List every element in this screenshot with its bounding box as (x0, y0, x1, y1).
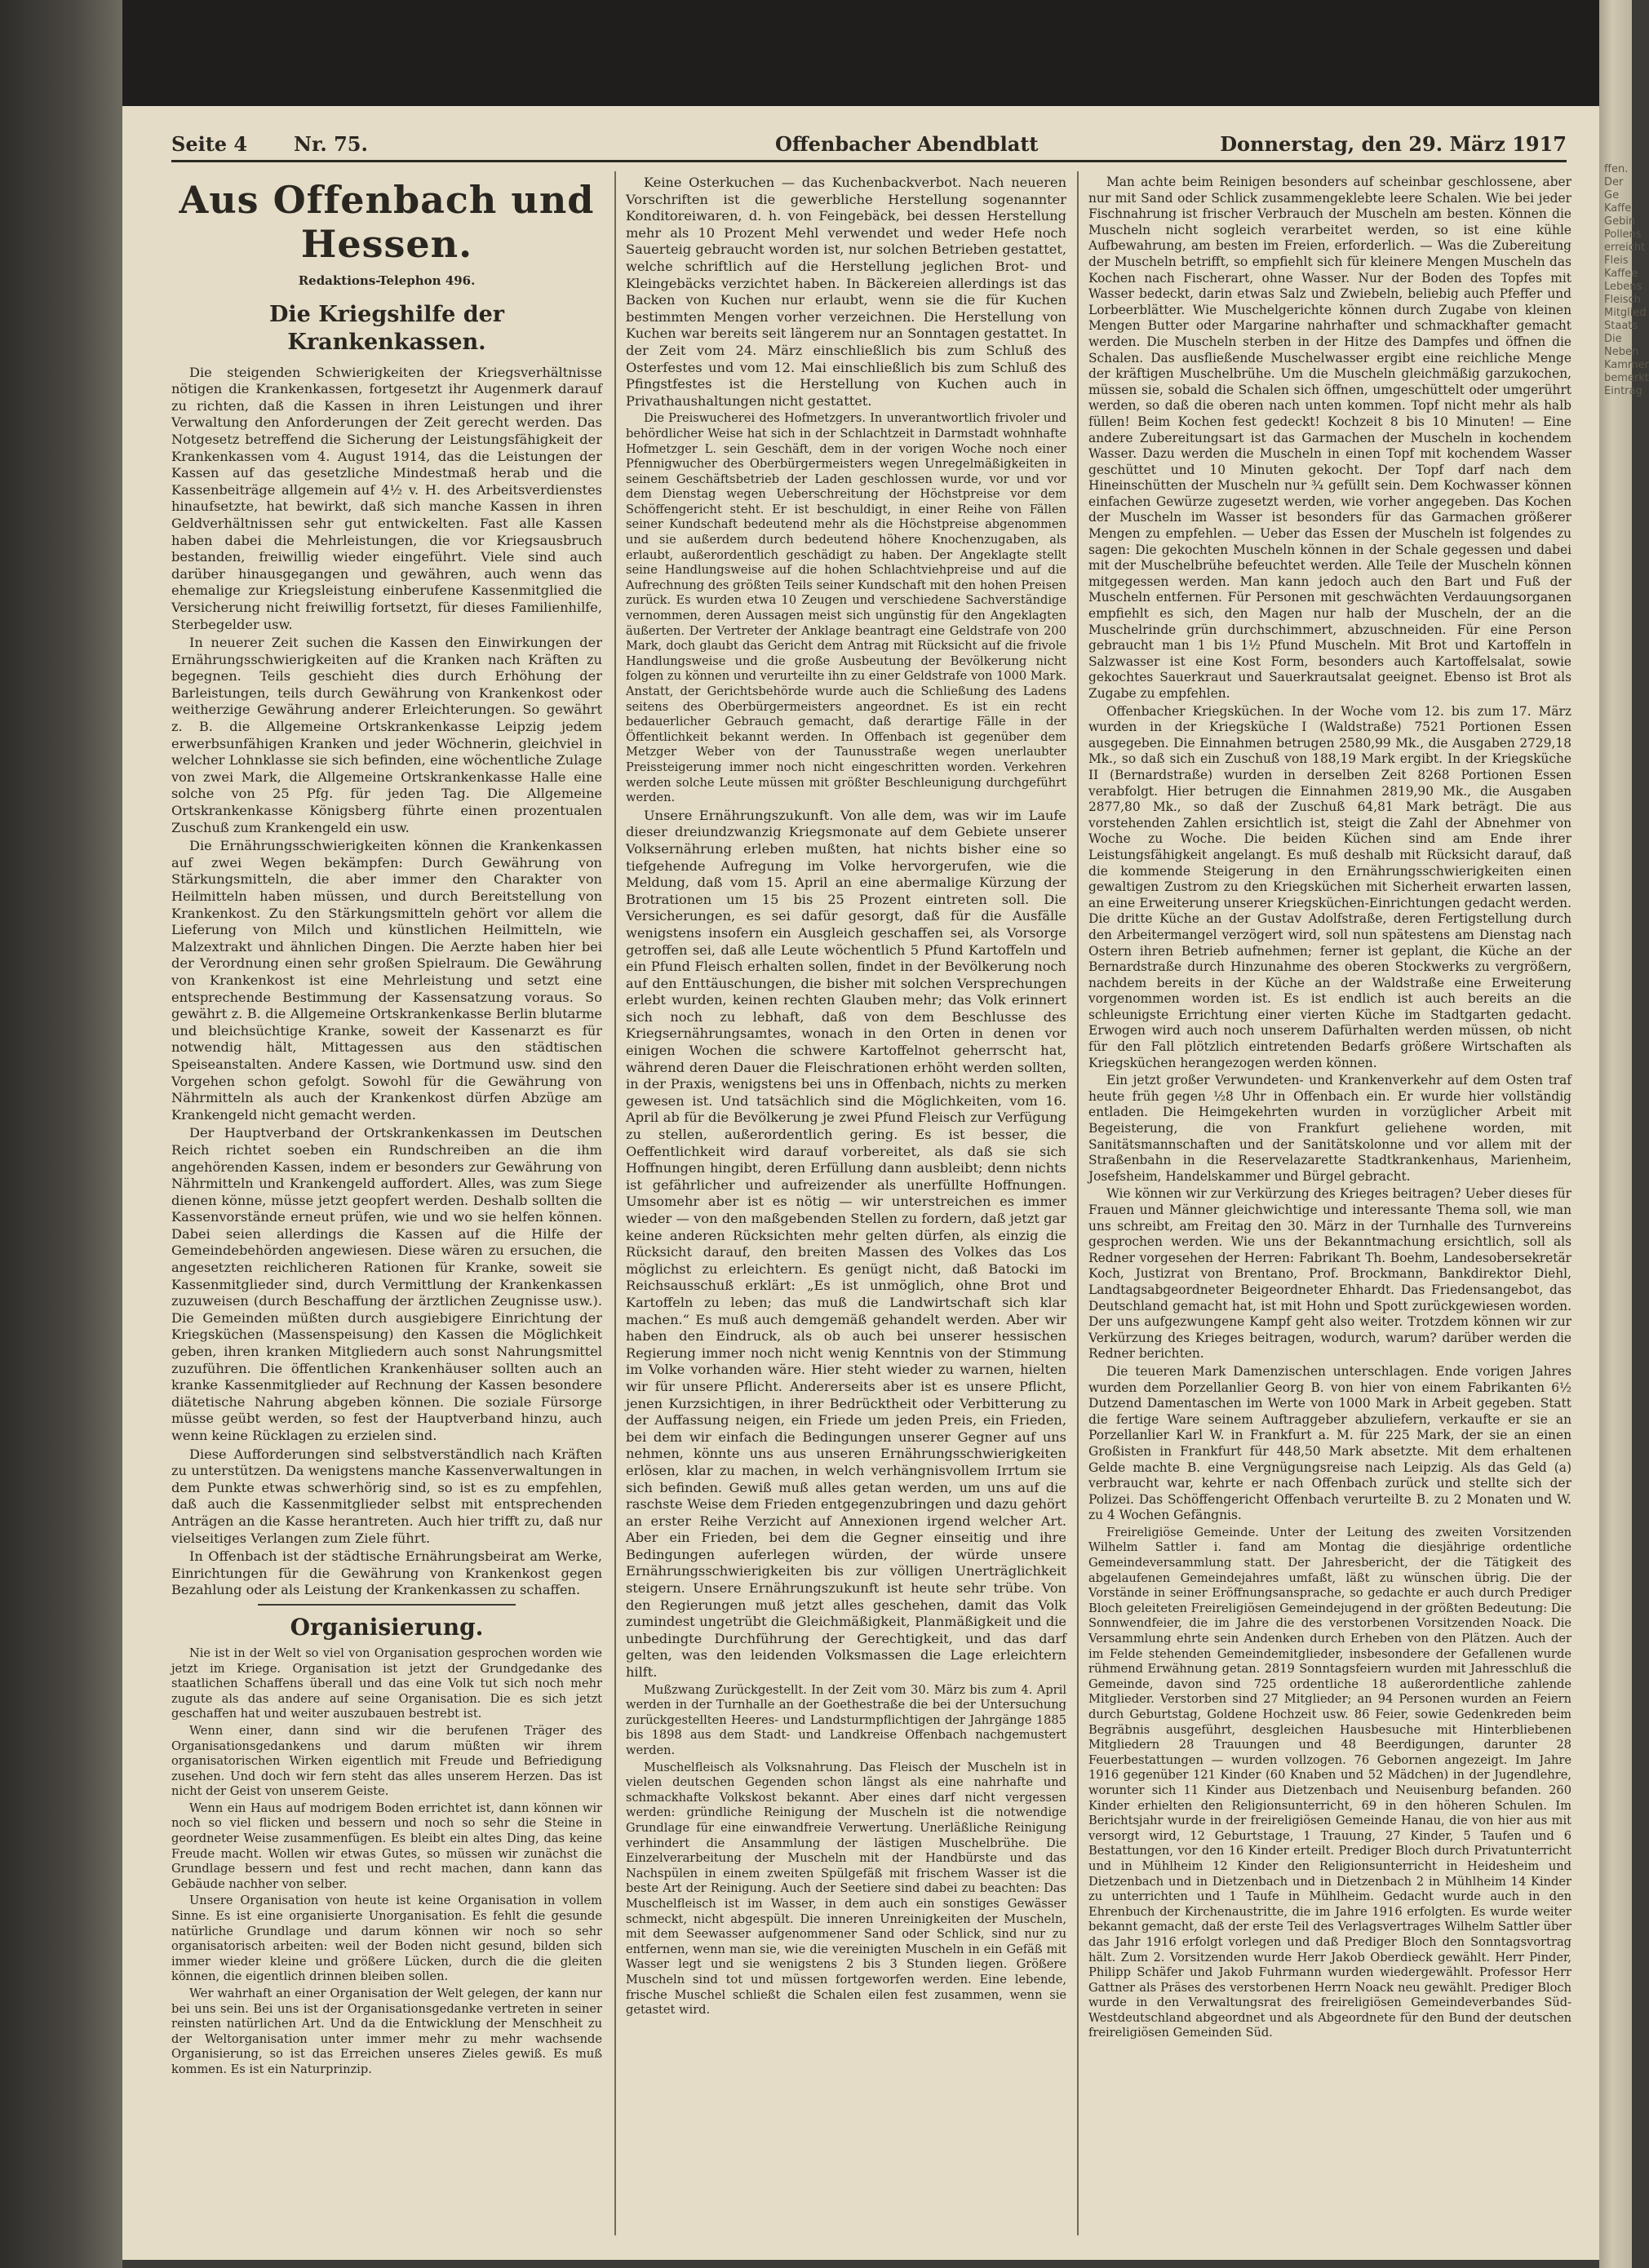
article-paragraph: Die teueren Mark Damenzischen unterschlagen. Ende vorigen Jahres wurden dem Porzellanlier Georg B. von hier von einem Fabrikanten 6½ Dutzend Damentaschen im Werte von 1000 Mark in Arbeit gegeben. Statt die fertige Ware seinem Auftraggeber abzuliefern, verkaufte er sie an Porzellanlier Karl W. in Frankfurt a. M. für 225 Mark, der sie an einen Großisten in Frankfurt für 448,50 Mark absetzte. Mit dem erhaltenen Gelde machte B. eine Vergnügungsreise nach Leipzig. Als das Geld (a) verbraucht war, kehrte er nach Offenbach zurück und stellte sich der Polizei. Das Schöffengericht Offenbach verurteilte B. zu 2 Monaten und W. zu 4 Wochen Gefängnis. (1088, 1363, 1571, 1523)
article-paragraph: Die steigenden Schwierigkeiten der Kriegsverhältnisse nötigen die Krankenkassen, fortgesetzt ihr Augenmerk darauf zu richten, daß die Kassen in ihren Leistungen und ihrer Verwaltung den Anforderungen der Zeit gerecht werden. Das Notgesetz betreffend die Sicherung der Leistungsfähigkeit der Krankenkassen vom 4. August 1914, das die Leistungen der Kassen auf das gesetzliche Mindestmaß herab und die Kassenbeiträge allgemein auf 4½ v. H. des Arbeitsverdienstes hinaufsetzte, hat bewirkt, daß sich manche Kassen in ihren Geldverhältnissen sehr gut entwickelten. Fast alle Kassen haben dabei die Mehrleistungen, die vor Kriegsausbruch bestanden, freiwillig wieder eingeführt. Viele sind auch darüber hinausgegangen und gewähren, auch wenn das ehemalige zur Kriegsleistung einberufene Kassenmitglied die Versicherung nicht freiwillig fortsetzt, für dieses Familienhilfe, Sterbegelder usw. (171, 364, 602, 632)
divider (258, 1604, 516, 1606)
column-rule (614, 171, 616, 2235)
article-paragraph: Wer wahrhaft an einer Organisation der Welt gelegen, der kann nur bei uns sein. Bei uns ist der Organisationsgedanke vertreten in seiner reinsten natürlichen Art. Und da die Entwicklung der Menschheit zu der Weltorganisation unter immer mehr zu mehr wachsende Organisierung, so ist das Erreichen unseres Zieles gewiß. Es muß kommen. Es ist ein Naturprinzip. (171, 1987, 602, 2076)
article-paragraph: Der Hauptverband der Ortskrankenkassen im Deutschen Reich richtet soeben ein Rundschreiben an die ihm angehörenden Kassen, indem er besonders zur Gewährung von Nährmitteln und Krankengeld auffordert. Alles, was zum Siege dienen könne, müsse jetzt geopfert werden. Deshalb sollten die Kassenvorstände erneut prüfen, wie und wo sie helfen können. Dabei seien allerdings die Kassen auf die Hilfe der Gemeindebehörden angewiesen. Diese wären zu ersuchen, die angesetzten reichlicheren Rationen für Kranke, soweit sie Kassenmitglieder sind, durch Vermittlung der Krankenkassen zuzuweisen (durch Beschaffung der ärztlichen Zeugnisse usw.). Die Gemeinden müßten durch ausgiebigere Einrichtung der Kriegsküchen (Massenspeisung) den Kassen die Möglichkeit geben, ihren kranken Mitgliedern auch sonst Nahrungsmittel zuzuführen. Die öffentlichen Krankenhäuser sollten auch an kranke Kassenmitglieder auf Rechnung der Kassen besondere diätetische Nahrung abgeben können. Die soziale Fürsorge müsse geübt werden, so fest der Hauptverband hinzu, auch wenn keine Rücklagen zu erzielen sind. (171, 1125, 602, 1443)
article-paragraph: Nie ist in der Welt so viel von Organisation gesprochen worden wie jetzt im Kriege. Organisation ist jetzt der Grundgedanke des staatlichen Schaffens überall und das eine Volk tut sich noch mehr zugute als das andere auf seine Organisation. Die es sich jetzt geschaffen hat und weiter auszubauen bestrebt ist. (171, 1646, 602, 1721)
article-paragraph: Muschelfleisch als Volksnahrung. Das Fleisch der Muscheln ist in vielen deutschen Gegenden schon längst als eine nahrhafte und schmackhafte Volkskost bekannt. Aber eines darf nicht vergessen werden: gründliche Reinigung der Muscheln ist die notwendige Grundlage für eine einwandfreie Verwertung. Unerläßliche Reinigung verhindert die Ansammlung der lästigen Muschelbrühe. Die Einzelverarbeitung der Muscheln mit der Handbürste und das Nachspülen in einem zweiten Spülgefäß mit frischem Wasser ist die beste Art der Reinigung. Auch der Seetiere sind dabei zu beachten: Das Muschelfleisch ist im Wasser, in dem auch ein sonstiges Gewässer schmeckt, nicht abgespült. Die inneren Unreinigkeiten der Muscheln, mit dem Seewasser aufgenommener Sand oder Schlick, sind nur zu entfernen, wenn man sie, wie die vereinigten Muscheln in ein Gefäß mit Wasser legt und sie wenigstens 2 bis 3 Stunden liegen. Größere Muscheln sind tot und müssen fortgeworfen werden. Eine lebende, frische Muschel schließt die Schalen eilen fest zusammen, wenn sie getastet wird. (626, 1760, 1066, 2018)
column-2 (626, 175, 1066, 2020)
scan-background (122, 0, 1632, 106)
article-paragraph: Ein jetzt großer Verwundeten- und Krankenverkehr auf dem Osten traf heute früh gegen ½8 Uhr in Offenbach ein. Er wurde hier vollständig entladen. Die Heimgekehrten wurden in vorzüglicher Arbeit mit Begeisterung, die von Frankfurt geliehene worden, mit Sanitätsmannschaften und der Sanitätskolonne und vor allem mit der Straßenbahn in die Reservelazarette Stadtkrankenhaus, Marienheim, Josefsheim, Handelskammer und Bürgel gebracht. (1088, 1073, 1571, 1184)
article-paragraph: Wenn ein Haus auf modrigem Boden errichtet ist, dann können wir noch so viel flicken und bessern und noch so sehr die Steine in geordneter Weise zusammenfügen. Es bleibt ein altes Ding, das keine Freude macht. Wollen wir etwas Gutes, so müssen wir zunächst die Grundlage bessern und fest und recht machen, dann kann das Gebäude nachher von selber. (171, 1801, 602, 1891)
column-1 (171, 175, 602, 2080)
article-paragraph: Wenn einer, dann sind wir die berufenen Träger des Organisationsgedankens und darum müßten wir ihrem organisatorischen Wirken eigentlich mit Freude und Befriedigung zusehen. Und doch wir fern steht das alles unserem Herzen. Das ist nicht der Geist von unserem Geiste. (171, 1723, 602, 1799)
article-paragraph: Unsere Ernährungszukunft. Von alle dem, was wir im Laufe dieser dreiundzwanzig Kriegsmonate auf dem Gebiete unserer Volksernährung erleben mußten, hat nichts bisher eine so tiefgehende Aufregung im Volke hervorgerufen, wie die Meldung, daß vom 15. April an eine abermalige Kürzung der Brotrationen um 15 bis 25 Prozent eintreten soll. Die Versicherungen, es sei dafür gesorgt, daß für die Ausfälle wenigstens insofern ein Ausgleich geschaffen sei, als Vorsorge getroffen sei, daß alle Leute wöchentlich 5 Pfund Kartoffeln und ein Pfund Fleisch erhalten sollen, findet in der Bevölkerung noch auf den Enttäuschungen, die bisher mit solchen Versprechungen erlebt wurden, keinen rechten Glauben mehr; das Volk erinnert sich noch zu lebhaft, daß von dem Beschlusse des Kriegsernährungsamtes, wonach in den Orten in denen vor einigen Wochen die schwere Kartoffelnot geherrscht hat, während deren Dauer die Fleischrationen erhöht werden sollten, in der Praxis, wenigstens bei uns in Offenbach, nichts zu merken gewesen ist. Und tatsächlich sind die Möglichkeiten, vom 16. April ab für die Bevölkerung je zwei Pfund Fleisch zur Verfügung zu stellen, außerordentlich gering. Es ist besser, die Oeffentlichkeit wird darauf vorbereitet, als daß sie sich Hoffnungen hingibt, deren Erfüllung dann ausbleibt; denn nichts ist gefährlicher und aufreizender als unerfüllte Hoffnungen. Umsomehr aber ist es nötig — wir unterstreichen es immer wieder — von den maßgebenden Stellen zu fordern, daß jetzt gar keine anderen Rücksichten mehr gelten dürfen, als einzig die Rücksicht darauf, den breiten Massen des Volkes das Los möglichst zu erleichtern. Es genügt nicht, daß Batocki im Reichsausschuß erklärt: „Es ist unmöglich, ohne Brot und Kartoffeln zu leben; das muß die Landwirtschaft sich klar machen.“ Es muß auch demgemäß gehandelt werden. Aber wir haben den Eindruck, als ob auch bei unserer hessischen Regierung immer noch nicht wenig Kenntnis von der Stimmung im Volke vorhanden wäre. Hier steht wieder zu warnen, hielten wir für unsere Pflicht. Andererseits aber ist es unsere Pflicht, jenen Kurzsichtigen, in ihrer Bedrücktheit oder Verbitterung zu der Auffassung neigen, ein Friede um jeden Preis, ein Frieden, bei dem wir einfach die Bedingungen unserer Gegner auf uns nehmen, könnte uns aus unseren Ernährungsschwierigkeiten erlösen, klar zu machen, in welch verhängnisvollem Irrtum sie sich befinden. Gewiß muß alles getan werden, um uns auf die raschste Weise dem Frieden entgegenzubringen und dazu gehört an erster Reihe Verzicht auf Annexionen irgend welcher Art. Aber ein Frieden, bei dem die Gegner einseitig und ihre Bedingungen auferlegen würden, der würde unsere Ernährungsschwierigkeiten bis zur völligen Unerträglichkeit steigern. Unsere Ernährungszukunft ist heute sehr trübe. Von den Regierungen muß jetzt alles geschehen, damit das Volk zumindest ungetrübt die Gleichmäßigkeit, Planmäßigkeit und die unbedingte Durchführung der Gerechtigkeit, und das darf gelten, was den leidenden Volksmassen die Lage erleichtern hilft. (626, 807, 1066, 1681)
editorial-phone: Redaktions-Telephon 496. (298, 273, 476, 288)
column-3 (1088, 175, 1571, 2043)
paper-title: Offenbacher Abendblatt (775, 132, 1039, 156)
next-page-text: ffen. Der Ge Kaffe Gebin Pollens erreicht Fleis Kaffee Lebens Fleisch Mitglied Staats Die Neben Kammer bemerkt Eintrag (1604, 163, 1649, 397)
column-rule (1077, 171, 1079, 2235)
article-paragraph: Diese Aufforderungen sind selbstverständlich nach Kräften zu unterstützen. Da wenigstens manche Kassenverwaltungen in dem Punkte etwas schwerhörig sind, so ist es zu empfehlen, daß auch die Kassenmitglieder selbst mit entsprechenden Anträgen an die Kasse herantreten. Auch hier trifft zu, daß nur vielseitiges Verlangen zum Ziele führt. (171, 1446, 602, 1546)
article-paragraph: Unsere Organisation von heute ist keine Organisation in vollem Sinne. Es ist eine organisierte Unorganisation. Es fehlt die gesunde natürliche Grundlage und darum können wir noch so sehr organisatorisch arbeiten: weil der Boden nicht gesund, bilden sich immer wieder kleine und größere Lücken, durch die die gleiten können, die eigentlich drinnen bleiben sollen. (171, 1894, 602, 1984)
article-paragraph: Die Ernährungsschwierigkeiten können die Krankenkassen auf zwei Wegen bekämpfen: Durch Gewährung von Stärkungsmitteln, die aber immer den Charakter von Heilmitteln haben müssen, und durch Bereitstellung von Krankenkost. Zu den Stärkungsmitteln gehört vor allem die Lieferung von Milch und künstlichen Heilmitteln, wie Malzextrakt und ähnlichen Dingen. Die Aerzte haben hier bei der Verordnung einen sehr großen Spielraum. Die Gewährung von Krankenkost ist eine Mehrleistung und setzt eine entsprechende Bestimmung der Kassensatzung voraus. So gewährt z. B. die Allgemeine Ortskrankenkasse Berlin blutarme und bleichsüchtige Kranke, soweit der Kassenarzt es für notwendig hält, Mittagessen aus den städtischen Speiseanstalten. Andere Kassen, wie Dortmund usw. sind den Vorgehen schon gefolgt. Sowohl für die Gewährung von Nährmitteln als auch der Krankenkost dürfen Abzüge am Krankengeld nicht gemacht werden. (171, 838, 602, 1123)
article-paragraph: In neuerer Zeit suchen die Kassen den Einwirkungen der Ernährungsschwierigkeiten auf die Kranken nach Kräften zu begegnen. Teils geschieht dies durch Erhöhung der Barleistungen, teils durch Gewährung von Krankenkost oder weitherzige Gewährung anderer Erleichterungen. So gewährt z. B. die Allgemeine Ortskrankenkasse Leipzig jedem erwerbsunfähigen Kranken und jeder Wöchnerin, gleichviel in welcher Lohnklasse sie sich befinden, eine wöchentliche Zulage von zwei Mark, die Allgemeine Ortskrankenkasse Halle eine solche von 25 Pfg. für jeden Tag. Die Allgemeine Ortskrankenkasse Königsberg führte einen prozentualen Zuschuß zum Krankengeld ein usw. (171, 635, 602, 835)
section-title: Aus Offenbach und Hessen. (179, 178, 595, 266)
next-page-edge (1599, 0, 1649, 2268)
article-paragraph: Freireligiöse Gemeinde. Unter der Leitung des zweiten Vorsitzenden Wilhelm Sattler i. fand am Montag die diesjährige ordentliche Gemeindeversammlung statt. Der Jahresbericht, der die Tätigkeit des abgelaufenen Gemeindejahres umfaßt, läßt zu wünschen übrig. Die der Vorstände in seiner Eröffnungsansprache, so gedachte er auch durch Prediger Bloch geleiteten Freireligiösen Gemeindejugend in der größten Bedeutung: Die Sonnwendfeier, die im Jahre die des verstorbenen Vorsitzenden Noack. Die Versammlung ehrte sein Andenken durch Erheben von den Plätzen. Auch der im Felde stehenden Gemeindemitglieder, insbesondere der Gefallenen wurde rühmend Erwähnung getan. 2819 Sonntagsfeiern wurden mit Jahresschluß die Gemeinde, davon sind 725 ordentliche 18 außerordentliche zahlende Mitglieder. Verstorben sind 27 Mitglieder; an 94 Personen wurden an Feiern durch Geburtstag, Goldene Hochzeit usw. 86 Feier, sowie Gedenkreden beim Begräbnis ausgeführt, desgleichen Hausbesuche mit Hinterbliebenen Mitgliedern 28 Trauungen und 48 Beerdigungen, darunter 28 Feuerbestattungen — wurden vollzogen. 76 Gebornen angezeigt. Im Jahre 1916 gegenüber 121 Kinder (60 Knaben und 52 Mädchen) in der Jugendlehre, worunter sich 11 Kinder aus Dietzenbach und Neuisenburg befanden. 260 Kinder erhielten den Religionsunterricht, 69 in den höheren Schulen. Im Berichtsjahr wurde in der freireligiösen Gemeinde Hanau, die von hier aus mit versorgt wird, 12 Geburtstage, 1 Trauung, 27 Kinder, 5 Taufen und 6 Bestattungen, vor den 16 Kinder erteilt. Prediger Bloch durch Privatunterricht und in Mühlheim 12 Kinder den Religionsunterricht in Heidesheim und Dietzenbach und in Dietzenbach und in Dietzenbach 2 in Mühlheim 14 Kinder zu unterrichten und 1 Taufe in Mühlheim. Gedacht wurde auch in den Ehrenbuch der Kirchenaustritte, die im Jahre 1916 erfolgten. Es wurde weiter bekannt gemacht, daß der erste Teil des Verlagsvertrages Wilhelm Sattler über das Jahr 1916 erfolgt vorlegen und daß Prediger Bloch den Sonntagsvortrag hält. Zum 2. Vorsitzenden wurde Herr Jakob Oberdieck gewählt. Herr Pinder, Philipp Schäfer und Jakob Fuhrmann wurden wiedergewählt. Professor Herr Gattner als Präses des verstorbenen Herrn Noack neu gewählt. Prediger Bloch wurde in den Verwaltungsrat des freireligiösen Gemeindeverbandes Süd-Westdeutschland abgeordnet und als Abgeordnete für den Bund der deutschen freireligiösen Gemeinden Süd. (1088, 1525, 1571, 2040)
issue-date: Donnerstag, den 29. März 1917 (1220, 132, 1567, 156)
article-paragraph: Man achte beim Reinigen besonders auf scheinbar geschlossene, aber nur mit Sand oder Schlick zusammengeklebte leere Schalen. Wie bei jeder Fischnahrung ist frischer Verbrauch der Muscheln am besten. Können die Muscheln nicht sogleich verarbeitet werden, so ist eine kühle Aufbewahrung, am besten im Freien, erforderlich. — Was die Zubereitung der Muscheln betrifft, so empfiehlt sich für kleinere Mengen Muscheln das Kochen nach Fischerart, ohne Wasser. Nur der Boden des Topfes mit Wasser bedeckt, darin etwas Salz und Zwiebeln, beliebig auch Pfeffer und Lorbeerblätter. Wie Muschelgerichte können durch Zugabe von kleinen Mengen Butter oder Margarine nahrhafter und schmackhafter gemacht werden. Die Muscheln sterben in der Hitze des Dampfes und öffnen die Schalen. Das ausfließende Muschelwasser ergibt eine reichliche Menge der kräftigen Muschelbrühe. Um die Muscheln gleichmäßig garzukochen, müssen sie, sobald die Schalen sich öffnen, umgeschüttelt oder umgerührt werden, so daß die oberen nach unten kommen. Topf nicht mehr als halb füllen! Beim Kochen fest gedeckt! Kochzeit 8 bis 10 Minuten! — Eine andere Zubereitungsart ist das Garmachen der Muscheln in kochendem Wasser. Dazu werden die Muscheln in einen Topf mit kochendem Wasser geschüttet und 10 Minuten gekocht. Der Topf darf nach dem Hineinschütten der Muscheln nur ¾ gefüllt sein. Dem Kochwasser können einfachen Gewürze zugesetzt werden, wie vorher angegeben. Das Kochen der Muscheln im Wasser ist besonders für das Garmachen größerer Mengen zu empfehlen. — Ueber das Essen der Muscheln ist folgendes zu sagen: Die gekochten Muscheln können in der Schale gegessen und dabei mit der Muschelbrühe befeuchtet werden. Alle Teile der Muscheln können mitgegessen werden. Man kann jedoch auch den Bart und Fuß der Muscheln entfernen. Für Personen mit geschwächten Verdauungsorganen empfiehlt es sich, den Magen nur halb der Muscheln, der an die Muschelrinde grün durchschimmert, abzuschneiden. Für eine Person gebraucht man 1 bis 1½ Pfund Muscheln. Mit Brot und Kartoffeln in Salzwasser ist eine Kost Form, besonders auch Kartoffelsalat, sowie gekochtes Sauerkraut und Sauerkrautsalat geeignet. Ebenso ist Brot als Zugabe zu empfehlen. (1088, 175, 1571, 701)
article-paragraph: Offenbacher Kriegsküchen. In der Woche vom 12. bis zum 17. März wurden in der Kriegsküche I (Waldstraße) 7521 Portionen Essen ausgegeben. Die Einnahmen betrugen 2580,99 Mk., die Ausgaben 2729,18 Mk., so daß sich ein Zuschuß von 188,19 Mark ergibt. In der Kriegsküche II (Bernardstraße) wurden in derselben Zeit 8268 Portionen Essen verabfolgt. Hier betrugen die Einnahmen 2819,90 Mk., die Ausgaben 2877,80 Mk., so daß der Zuschuß 64,81 Mark beträgt. Die aus vorstehenden Zahlen ersichtlich ist, steigt die Zahl der Abnehmer von Woche zu Woche. Die beiden Küchen sind am Ende ihrer Leistungsfähigkeit angelangt. Es muß deshalb mit Rücksicht darauf, daß die kommende Steigerung in den Ernährungsschwierigkeiten einen gewaltigen Zustrom zu den Kriegsküchen mit Sicherheit erwarten lassen, an eine Erweiterung unserer Kriegsküchen-Einrichtungen gedacht werden. Die dritte Küche an der Gustav Adolfstraße, deren Fertigstellung durch den Arbeitermangel verzögert wird, soll nun spätestens am Dienstag nach Ostern ihren Betrieb aufnehmen; ferner ist geplant, die Küche an der Bernardstraße durch Hinzunahme des oberen Stockwerks zu vergrößern, nachdem bereits in der Küche an der Waldstraße eine Erweiterung vorgenommen worden ist. Es ist endlich ist auch bereits an die schleunigste Errichtung einer vierten Küche im Stadtgarten gedacht. Erwogen wird auch noch unserem Dafürhalten werden müssen, ob nicht für den Fall plötzlich eintretenden Bedarfs größere Wirtschaften als Kriegsküchen herangezogen werden können. (1088, 703, 1571, 1070)
article-paragraph: Wie können wir zur Verkürzung des Krieges beitragen? Ueber dieses für Frauen und Männer gleichwichtige und interessante Thema soll, wie man uns schreibt, am Freitag den 30. März in der Turnhalle des Turnvereins gesprochen werden. Wie uns der Bekanntmachung ersichtlich, soll als Redner vorgesehen der Herren: Fabrikant Th. Boehm, Landesobersekretär Koch, Justizrat von Brentano, Prof. Brockmann, Bankdirektor Diehl, Landtagsabgeordneter Beigeordneter Ehhardt. Das Friedensangebot, das Deutschland gemacht hat, ist mit Hohn und Spott zurückgewiesen worden. Der uns aufgezwungene Kampf geht also weiter. Trotzdem können wir zur Verkürzung des Krieges beitragen, wodurch, warum? darüber werden die Redner berichten. (1088, 1186, 1571, 1362)
article-paragraph: Keine Osterkuchen — das Kuchenbackverbot. Nach neueren Vorschriften ist die gewerbliche Herstellung sogenannter Konditoreiwaren, d. h. von Feingebäck, bei dessen Herstellung mehr als 10 Prozent Mehl verwendet und weder Hefe noch Sauerteig gebraucht worden ist, nur solchen Betrieben gestattet, welche schriftlich auf die Herstellung jeglichen Brot- und Kleingebäcks verzichtet haben. In Bäckereien allerdings ist das Backen von Kuchen nur erlaubt, wenn sie die für Kuchen bestimmten Mengen vorher verzeichnen. Die Herstellung von Kuchen war bereits seit längerem nur an Sonntagen gestattet. In der Zeit vom 24. März einschließlich bis zum Schluß des Osterfestes und vom 12. Mai einschließlich bis zum Schluß des Pfingstfestes ist die Herstellung von Kuchen auch in Privathaushaltungen nicht gestattet. (626, 175, 1066, 409)
newspaper-page (122, 106, 1599, 2260)
article-title: Die Kriegshilfe der Krankenkassen. (268, 301, 505, 355)
page-label: Seite 4 (171, 132, 248, 156)
article-paragraph: In Offenbach ist der städtische Ernährungsbeirat am Werke, Einrichtungen für die Gewährung von Krankenkost gegen Bezahlung oder als Leistung der Krankenkassen zu schaffen. (171, 1548, 602, 1598)
article-paragraph: Mußzwang Zurückgestellt. In der Zeit vom 30. März bis zum 4. April werden in der Turnhalle an der Goethestraße die bei der Untersuchung zurückgestellten Heeres- und Landsturmpflichtigen der Jahrgänge 1885 bis 1898 aus dem Stadt- und Landkreise Offenbach nachgemustert werden. (626, 1682, 1066, 1757)
issue-number: Nr. 75. (294, 132, 368, 156)
page-header (171, 127, 1567, 162)
article-title: Organisierung. (290, 1613, 484, 1641)
article-paragraph: Die Preiswucherei des Hofmetzgers. In unverantwortlich frivoler und behördlicher Weise hat sich in der Schlachtzeit in Darmstadt wohnhafte Hofmetzger L. sein Geschäft, dem in der vorigen Woche noch einer Pfennigwucher des Oberbürgermeisters wegen Unregelmäßigkeiten in seinem Geschäftsbetrieb der Laden geschlossen wurde, vor und vor dem Dienstag wegen Ueberschreitung der Höchstpreise vor dem Schöffengericht steht. Er ist beschuldigt, in einer Reihe von Fällen seiner Kundschaft bedeutend mehr als die Höchstpreise abgenommen und sie außerdem durch bedeutend höhere Knochenzugaben, als erlaubt, außerordentlich geschädigt zu haben. Der Angeklagte stellt seine Handlungsweise auf die hohen Schlachtviehpreise und auf die Aufrechnung des größten Teils seiner Kundschaft mit den hohen Preisen zurück. Es wurden etwa 10 Zeugen und verschiedene Sachverständige vernommen, deren Aussagen meist sich ungünstig für den Angeklagten äußerten. Der Vertreter der Anklage beantragt eine Geldstrafe von 200 Mark, doch glaubt das Gericht dem Antrag mit Rücksicht auf die frivole Handlungsweise und die große Ausbeutung der Bevölkerung nicht folgen zu können und verurteilte ihn zu einer Geldstrafe von 1000 Mark. Anstatt, der Gerichtsbehörde wurde auch die Schließung des Ladens seitens des Oberbürgermeisters angeordnet. Es ist ein recht bedauerlicher Gebrauch gemacht, daß derartige Fälle in der Öffentlichkeit bekannt werden. In Offenbach ist gegenüber dem Metzger Weber von der Taunusstraße wegen unerlaubter Preissteigerung immer noch nicht eingeschritten worden. Verkehren werden solche Leute müssen mit größter Beschleunigung durchgeführt werden. (626, 411, 1066, 805)
book-binding (0, 0, 122, 2268)
